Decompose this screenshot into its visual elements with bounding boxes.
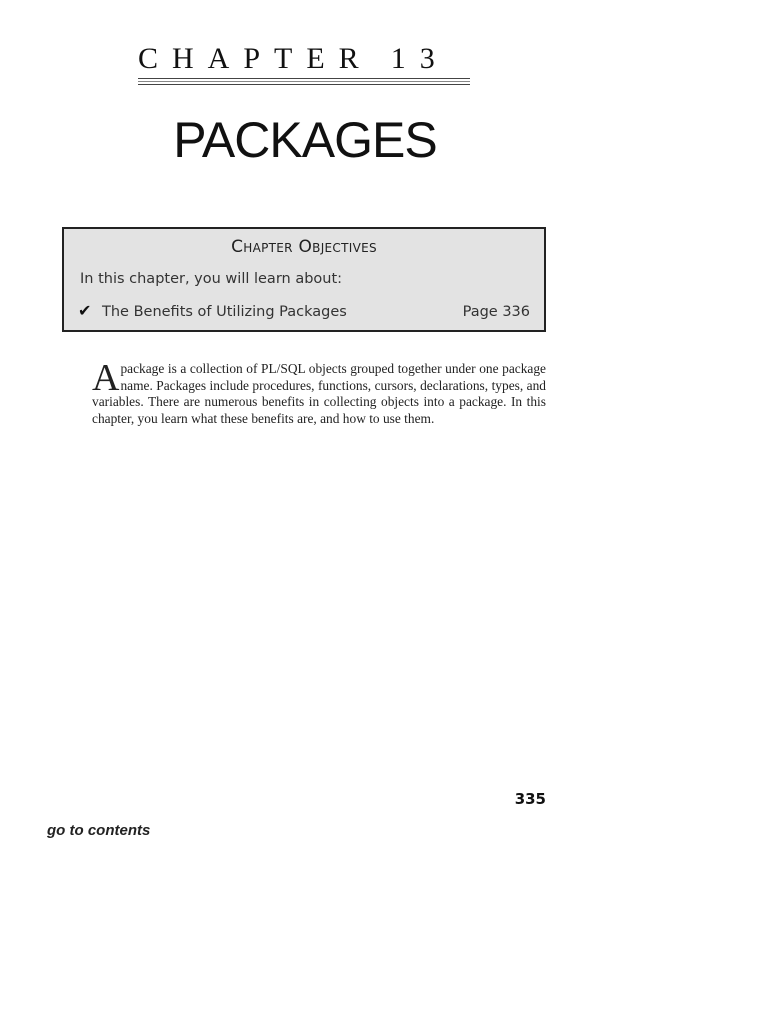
drop-cap: A — [92, 357, 120, 399]
paragraph-text: package is a collection of PL/SQL objects grouped together under one package name. Packages include procedures, functions, cursors, declarations, types, and variables. There are numerous benefits in collecting objects into a package. In this chapter, you learn what these benefits are, and how to use them. — [92, 361, 546, 426]
chapter-rule-middle — [138, 81, 470, 82]
objective-page-ref: Page 336 — [462, 304, 530, 320]
chapter-word: CHAPTER — [138, 42, 373, 75]
intro-paragraph — [92, 357, 546, 427]
chapter-rule-top — [138, 78, 470, 79]
chapter-objectives-box — [62, 227, 546, 332]
chapter-label — [138, 40, 470, 78]
chapter-number: 13 — [390, 42, 449, 75]
go-to-contents-link[interactable]: go to contents — [47, 822, 151, 839]
objective-item[interactable] — [78, 301, 530, 320]
objective-label: The Benefits of Utilizing Packages — [102, 304, 347, 320]
page-number: 335 — [514, 790, 546, 808]
chapter-heading — [138, 40, 470, 85]
objectives-title: Chapter Objectives — [231, 237, 377, 257]
chapter-rule-bottom — [138, 84, 470, 85]
check-icon: ✔ — [78, 301, 92, 320]
objectives-intro: In this chapter, you will learn about: — [80, 271, 343, 287]
chapter-title: PACKAGES — [173, 112, 437, 168]
